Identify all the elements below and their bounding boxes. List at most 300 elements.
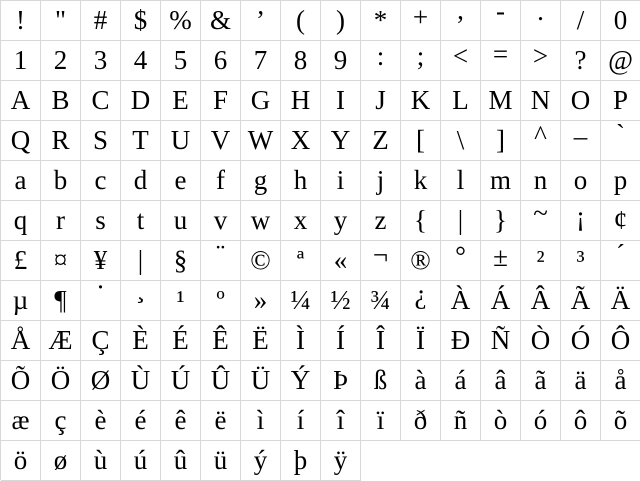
glyph-cell	[321, 201, 361, 241]
glyph-cell	[361, 241, 401, 281]
glyph: p	[613, 165, 628, 195]
glyph: »	[253, 285, 268, 315]
glyph: §	[173, 245, 188, 275]
glyph-cell	[601, 161, 640, 201]
glyph-cell	[241, 241, 281, 281]
glyph-cell	[441, 1, 481, 41]
glyph-cell	[441, 201, 481, 241]
glyph-cell	[1, 121, 41, 161]
glyph-cell	[561, 112, 601, 161]
glyph: T	[132, 125, 149, 155]
glyph: Q	[10, 125, 31, 155]
glyph-cell	[241, 281, 281, 321]
glyph: z	[374, 205, 387, 235]
glyph: Ø	[90, 365, 111, 395]
glyph: w	[250, 205, 271, 235]
glyph: º	[216, 285, 225, 315]
glyph-cell	[1, 401, 41, 441]
glyph: 5	[173, 45, 188, 75]
glyph: ^	[534, 120, 547, 150]
glyph: Ë	[252, 325, 269, 355]
glyph-cell	[521, 198, 561, 241]
glyph-cell	[201, 361, 241, 401]
glyph: £	[13, 245, 28, 275]
glyph-cell	[241, 361, 281, 401]
glyph: á	[454, 365, 467, 395]
glyph-cell	[201, 321, 241, 361]
glyph-cell	[281, 81, 321, 121]
glyph: ÿ	[333, 445, 348, 475]
glyph: b	[53, 165, 68, 195]
glyph-cell	[281, 321, 321, 361]
glyph-cell	[1, 281, 41, 321]
glyph-cell	[81, 1, 121, 41]
glyph-cell	[1, 241, 41, 281]
glyph-cell	[321, 321, 361, 361]
glyph: 2	[53, 45, 68, 75]
glyph-cell	[1, 361, 41, 401]
glyph: À	[450, 285, 471, 315]
glyph: c	[94, 165, 107, 195]
glyph: -	[496, 0, 505, 26]
glyph: ¥	[93, 245, 108, 275]
glyph: o	[573, 165, 588, 195]
glyph: Î	[376, 325, 385, 355]
glyph: ;	[416, 41, 425, 71]
glyph: K	[410, 85, 431, 115]
glyph: Ü	[250, 365, 271, 395]
glyph-cell	[361, 1, 401, 41]
glyph-cell	[361, 81, 401, 121]
glyph: *	[373, 5, 388, 35]
glyph-cell	[561, 1, 601, 41]
glyph: n	[533, 165, 548, 195]
glyph: H	[290, 85, 311, 115]
glyph: a	[14, 165, 27, 195]
glyph-cell	[81, 121, 121, 161]
glyph-cell	[1, 321, 41, 361]
glyph: æ	[11, 405, 30, 435]
glyph: ä	[574, 365, 587, 395]
glyph: ¹	[176, 285, 185, 315]
glyph: =	[492, 39, 509, 69]
glyph-cell	[401, 81, 441, 121]
glyph: :	[376, 41, 385, 71]
glyph-cell	[481, 401, 521, 441]
glyph: [	[416, 125, 425, 155]
glyph: î	[336, 405, 345, 435]
glyph: y	[333, 205, 348, 235]
glyph-cell	[401, 161, 441, 201]
glyph-cell	[121, 201, 161, 241]
glyph: <	[452, 41, 469, 71]
glyph: i	[336, 165, 345, 195]
glyph: V	[210, 125, 231, 155]
glyph-cell	[241, 41, 281, 81]
glyph: ¸	[136, 273, 145, 303]
glyph: |	[137, 245, 144, 275]
glyph: ’	[256, 5, 265, 35]
glyph-cell	[441, 401, 481, 441]
glyph: .	[537, 0, 544, 26]
glyph: Ê	[212, 325, 229, 355]
glyph: `	[616, 119, 625, 149]
glyph-cell	[41, 281, 81, 321]
glyph-cell	[241, 81, 281, 121]
glyph: ó	[533, 405, 548, 435]
glyph: Ä	[610, 285, 631, 315]
glyph-cell	[361, 161, 401, 201]
glyph-cell	[561, 321, 601, 361]
glyph-cell	[561, 161, 601, 201]
glyph-cell	[321, 121, 361, 161]
glyph-cell	[481, 81, 521, 121]
glyph-cell	[121, 41, 161, 81]
glyph-cell	[401, 41, 441, 81]
glyph-cell	[161, 161, 201, 201]
glyph-cell	[321, 441, 361, 481]
glyph: ö	[13, 445, 28, 475]
glyph: ü	[213, 445, 228, 475]
glyph: Þ	[332, 365, 349, 395]
glyph-cell	[521, 241, 561, 281]
glyph-cell	[321, 401, 361, 441]
glyph-cell	[481, 281, 521, 321]
glyph-cell	[521, 41, 561, 81]
glyph-cell	[441, 41, 481, 81]
glyph: ¿	[414, 279, 427, 309]
glyph-cell	[441, 81, 481, 121]
glyph: f	[216, 165, 225, 195]
glyph-cell	[81, 81, 121, 121]
glyph: û	[173, 445, 188, 475]
glyph: 8	[293, 45, 308, 75]
glyph-cell	[281, 1, 321, 41]
glyph-cell	[441, 241, 481, 281]
glyph: ¨	[216, 239, 225, 269]
glyph-cell	[401, 361, 441, 401]
glyph-cell	[281, 361, 321, 401]
glyph: Í	[336, 325, 345, 355]
glyph-cell	[561, 401, 601, 441]
glyph: 1	[13, 45, 28, 75]
glyph: I	[336, 85, 345, 115]
glyph-cell	[121, 361, 161, 401]
glyph-cell	[161, 241, 201, 281]
glyph: ô	[573, 405, 588, 435]
glyph-cell	[121, 321, 161, 361]
glyph: Ý	[290, 365, 311, 395]
glyph-cell	[521, 321, 561, 361]
glyph-cell	[241, 441, 281, 481]
glyph-cell	[321, 1, 361, 41]
glyph: í	[296, 405, 305, 435]
glyph: ±	[493, 242, 508, 272]
glyph-cell	[281, 441, 321, 481]
glyph: j	[376, 165, 385, 195]
glyph: _	[573, 112, 588, 142]
glyph: M	[488, 85, 513, 115]
glyph-cell	[241, 1, 281, 41]
glyph: ã	[534, 365, 547, 395]
glyph: u	[173, 205, 188, 235]
glyph: ]	[496, 125, 505, 155]
glyph: L	[452, 85, 469, 115]
glyph-cell	[321, 41, 361, 81]
glyph: ê	[174, 405, 187, 435]
glyph: "	[54, 5, 67, 35]
glyph-cell	[81, 361, 121, 401]
glyph-cell	[281, 201, 321, 241]
glyph: l	[456, 165, 465, 195]
glyph: â	[494, 365, 507, 395]
glyph-cell	[601, 361, 640, 401]
glyph: R	[51, 125, 70, 155]
glyph-cell	[361, 121, 401, 161]
glyph: )	[336, 5, 345, 35]
glyph: ì	[256, 405, 265, 435]
glyph: Ì	[296, 325, 305, 355]
glyph: È	[132, 325, 149, 355]
glyph: (	[296, 5, 305, 35]
glyph: A	[10, 85, 31, 115]
glyph-cell	[241, 321, 281, 361]
glyph: 0	[613, 5, 628, 35]
glyph-cell	[601, 41, 640, 81]
glyph-cell	[161, 41, 201, 81]
glyph: ù	[93, 445, 108, 475]
glyph: |	[457, 205, 464, 235]
glyph-cell	[521, 1, 561, 41]
glyph-cell	[401, 281, 441, 321]
glyph: þ	[293, 445, 308, 475]
glyph-cell	[281, 401, 321, 441]
glyph: {	[414, 205, 427, 235]
glyph-cell	[121, 1, 161, 41]
glyph: ³	[576, 245, 585, 275]
glyph: Ô	[610, 325, 631, 355]
glyph-cell	[81, 161, 121, 201]
glyph: «	[333, 245, 348, 275]
glyph-cell	[1, 201, 41, 241]
glyph-cell	[161, 441, 201, 481]
glyph: ¤	[53, 245, 68, 275]
glyph: é	[134, 405, 147, 435]
glyph-cell	[121, 81, 161, 121]
glyph-cell	[601, 401, 640, 441]
glyph: ø	[53, 445, 68, 475]
glyph-cell	[481, 321, 521, 361]
glyph: ð	[413, 405, 428, 435]
glyph: Z	[372, 125, 389, 155]
glyph-cell	[41, 201, 81, 241]
glyph: \	[456, 125, 465, 155]
glyph: 7	[253, 45, 268, 75]
glyph-cell	[321, 241, 361, 281]
glyph: ç	[54, 405, 67, 435]
glyph-cell	[1, 81, 41, 121]
glyph-cell	[201, 81, 241, 121]
glyph-cell	[601, 121, 640, 161]
glyph-cell	[201, 121, 241, 161]
glyph: Y	[330, 125, 351, 155]
glyph-cell	[201, 441, 241, 481]
glyph: Ð	[450, 325, 471, 355]
glyph: #	[93, 5, 108, 35]
glyph-cell	[201, 281, 241, 321]
glyph: G	[250, 85, 271, 115]
glyph-cell	[521, 361, 561, 401]
glyph-cell	[441, 321, 481, 361]
glyph-cell	[161, 121, 201, 161]
glyph: t	[136, 205, 145, 235]
glyph: ·	[96, 272, 105, 302]
glyph-cell	[121, 401, 161, 441]
glyph-cell	[521, 121, 561, 161]
glyph-cell	[1, 1, 41, 41]
glyph-cell	[41, 81, 81, 121]
glyph-cell	[81, 401, 121, 441]
glyph: B	[51, 85, 70, 115]
glyph: è	[94, 405, 107, 435]
glyph: h	[293, 165, 308, 195]
glyph: F	[212, 85, 229, 115]
glyph-cell	[201, 41, 241, 81]
glyph: s	[95, 205, 106, 235]
glyph: Û	[210, 365, 231, 395]
glyph: °	[455, 241, 466, 271]
glyph: +	[412, 2, 429, 32]
glyph: É	[172, 325, 189, 355]
glyph-cell	[121, 273, 161, 321]
glyph: à	[414, 365, 427, 395]
glyph: S	[92, 125, 109, 155]
glyph: Õ	[10, 365, 31, 395]
glyph-cell	[441, 121, 481, 161]
glyph-cell	[481, 241, 521, 281]
glyph: !	[16, 5, 25, 35]
glyph: E	[172, 85, 189, 115]
glyph-cell	[121, 161, 161, 201]
glyph-cell	[561, 281, 601, 321]
glyph: Ö	[50, 365, 71, 395]
glyph: 3	[93, 45, 108, 75]
glyph: Ñ	[490, 325, 511, 355]
glyph-cell	[41, 441, 81, 481]
glyph-cell	[321, 281, 361, 321]
glyph: ¬	[372, 240, 389, 270]
glyph-cell	[401, 401, 441, 441]
glyph: e	[174, 165, 187, 195]
glyph-cell	[281, 241, 321, 281]
glyph: &	[209, 5, 231, 35]
glyph: X	[290, 125, 311, 155]
glyph-cell	[561, 241, 601, 281]
glyph-cell	[321, 161, 361, 201]
glyph-cell	[521, 281, 561, 321]
glyph: ñ	[453, 405, 468, 435]
glyph-cell	[401, 201, 441, 241]
glyph-cell	[401, 321, 441, 361]
glyph-cell	[1, 161, 41, 201]
glyph-cell	[241, 121, 281, 161]
glyph-cell	[521, 401, 561, 441]
glyph: ²	[536, 245, 545, 275]
glyph: ¢	[613, 205, 628, 235]
glyph: ¼	[290, 285, 311, 315]
glyph-cell	[1, 41, 41, 81]
glyph: q	[13, 205, 28, 235]
glyph: r	[56, 205, 65, 235]
glyph-cell	[601, 321, 640, 361]
glyph: ý	[253, 445, 268, 475]
glyph-cell	[201, 1, 241, 41]
glyph: g	[253, 165, 268, 195]
glyph: ´	[616, 239, 625, 269]
glyph: ò	[493, 405, 508, 435]
glyph-cell	[201, 401, 241, 441]
glyph-cell	[361, 41, 401, 81]
glyph: ß	[373, 365, 388, 395]
glyph: >	[532, 41, 549, 71]
glyph: Ú	[170, 365, 191, 395]
glyph-cell	[41, 1, 81, 41]
glyph-cell	[201, 241, 241, 281]
glyph-cell	[321, 81, 361, 121]
glyph-cell	[281, 161, 321, 201]
glyph-cell	[561, 41, 601, 81]
glyph: 6	[213, 45, 228, 75]
glyph-cell	[81, 441, 121, 481]
glyph-cell	[161, 361, 201, 401]
glyph-cell	[241, 201, 281, 241]
glyph: ï	[376, 405, 385, 435]
glyph-cell	[361, 201, 401, 241]
glyph-cell	[201, 161, 241, 201]
glyph: ½	[330, 285, 351, 315]
glyph-cell	[41, 121, 81, 161]
glyph: õ	[613, 405, 628, 435]
glyph-cell	[161, 1, 201, 41]
glyph: ¶	[54, 285, 67, 315]
glyph-cell	[41, 41, 81, 81]
glyph: /	[576, 5, 585, 35]
glyph: m	[489, 165, 511, 195]
glyph-cell	[401, 121, 441, 161]
glyph: x	[293, 205, 308, 235]
glyph: ë	[214, 405, 227, 435]
glyph: µ	[12, 285, 29, 315]
glyph: ª	[296, 245, 305, 275]
glyph: 4	[133, 45, 148, 75]
glyph-cell	[441, 161, 481, 201]
glyph-cell	[481, 41, 521, 81]
glyph: d	[133, 165, 148, 195]
glyph: ¾	[370, 285, 391, 315]
glyph-cell	[241, 401, 281, 441]
glyph: k	[413, 165, 428, 195]
glyph: 9	[333, 45, 348, 75]
glyph-cell	[281, 41, 321, 81]
glyph-cell	[41, 241, 81, 281]
glyph-cell	[161, 281, 201, 321]
glyph-cell	[481, 161, 521, 201]
glyph: U	[170, 125, 191, 155]
glyph: Ò	[530, 325, 551, 355]
glyph-cell	[321, 361, 361, 401]
glyph: å	[614, 365, 627, 395]
glyph: ®	[410, 245, 431, 275]
